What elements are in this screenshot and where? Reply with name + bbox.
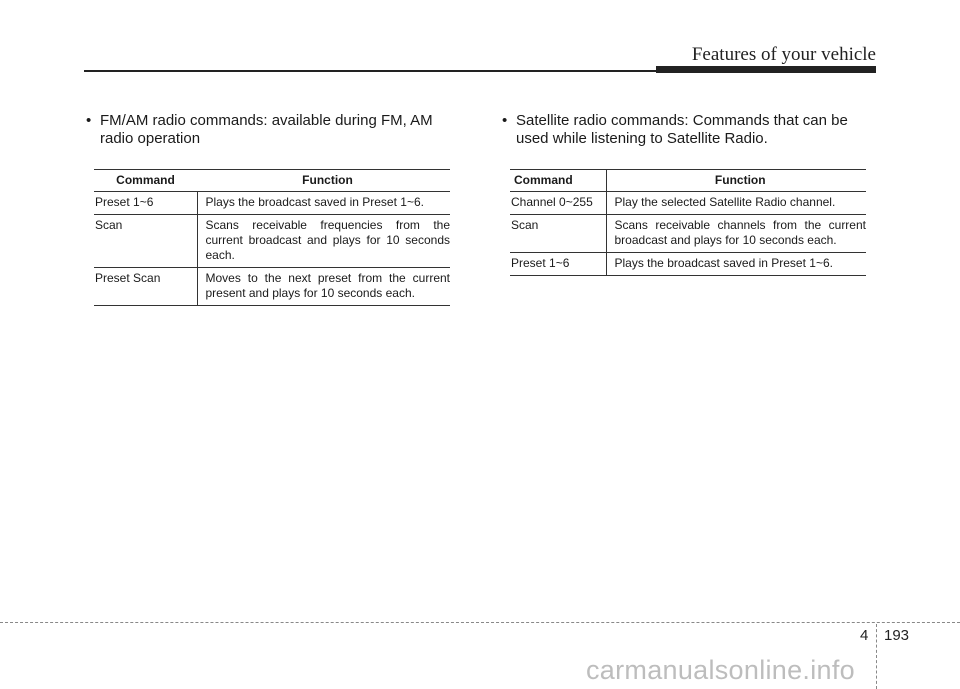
column-header-function: Function xyxy=(197,170,450,192)
column-header-command: Command xyxy=(510,170,606,192)
table-row xyxy=(94,192,450,215)
table-row xyxy=(94,268,450,306)
header-rule xyxy=(84,70,664,72)
command-cell: Preset 1~6 xyxy=(510,253,606,276)
command-cell: Preset Scan xyxy=(94,268,197,306)
table-row xyxy=(510,192,866,215)
satellite-bullet-line1: Satellite radio commands: Commands that can be xyxy=(516,112,848,129)
fm-am-bullet-line1: FM/AM radio commands: available during FM, AM xyxy=(100,112,433,129)
command-cell: Scan xyxy=(510,215,606,253)
chapter-number: 4 xyxy=(860,627,869,644)
table-header-row xyxy=(94,170,450,192)
satellite-bullet xyxy=(502,112,878,148)
function-cell: Plays the broadcast saved in Preset 1~6. xyxy=(606,253,866,276)
function-cell: Plays the broadcast saved in Preset 1~6. xyxy=(197,192,450,215)
table-row xyxy=(510,253,866,276)
bullet-dot: • xyxy=(502,112,508,129)
satellite-commands-table xyxy=(510,169,866,276)
function-cell: Play the selected Satellite Radio channel. xyxy=(606,192,866,215)
column-header-function: Function xyxy=(606,170,866,192)
satellite-bullet-line2: used while listening to Satellite Radio. xyxy=(516,130,768,147)
header-rule-accent xyxy=(656,66,876,73)
table-header-row xyxy=(510,170,866,192)
command-cell: Channel 0~255 xyxy=(510,192,606,215)
table-row xyxy=(510,215,866,253)
footer-divider xyxy=(876,624,877,689)
column-header-command: Command xyxy=(94,170,197,192)
command-cell: Preset 1~6 xyxy=(94,192,197,215)
function-cell: Moves to the next preset from the current present and plays for 10 seconds each. xyxy=(197,268,450,306)
table-row xyxy=(94,215,450,268)
fm-am-bullet xyxy=(86,112,460,148)
function-cell: Scans receivable channels from the current broadcast and plays for 10 seconds each. xyxy=(606,215,866,253)
fm-am-commands-table xyxy=(94,169,450,306)
page-number: 193 xyxy=(884,627,910,644)
fm-am-bullet-line2: radio operation xyxy=(100,130,201,147)
bullet-dot: • xyxy=(86,112,92,129)
command-cell: Scan xyxy=(94,215,197,268)
watermark: carmanualsonline.info xyxy=(586,655,855,685)
section-title: Features of your vehicle xyxy=(691,44,876,65)
footer-rule xyxy=(0,622,960,623)
function-cell: Scans receivable frequencies from the current broadcast and plays for 10 seconds each. xyxy=(197,215,450,268)
